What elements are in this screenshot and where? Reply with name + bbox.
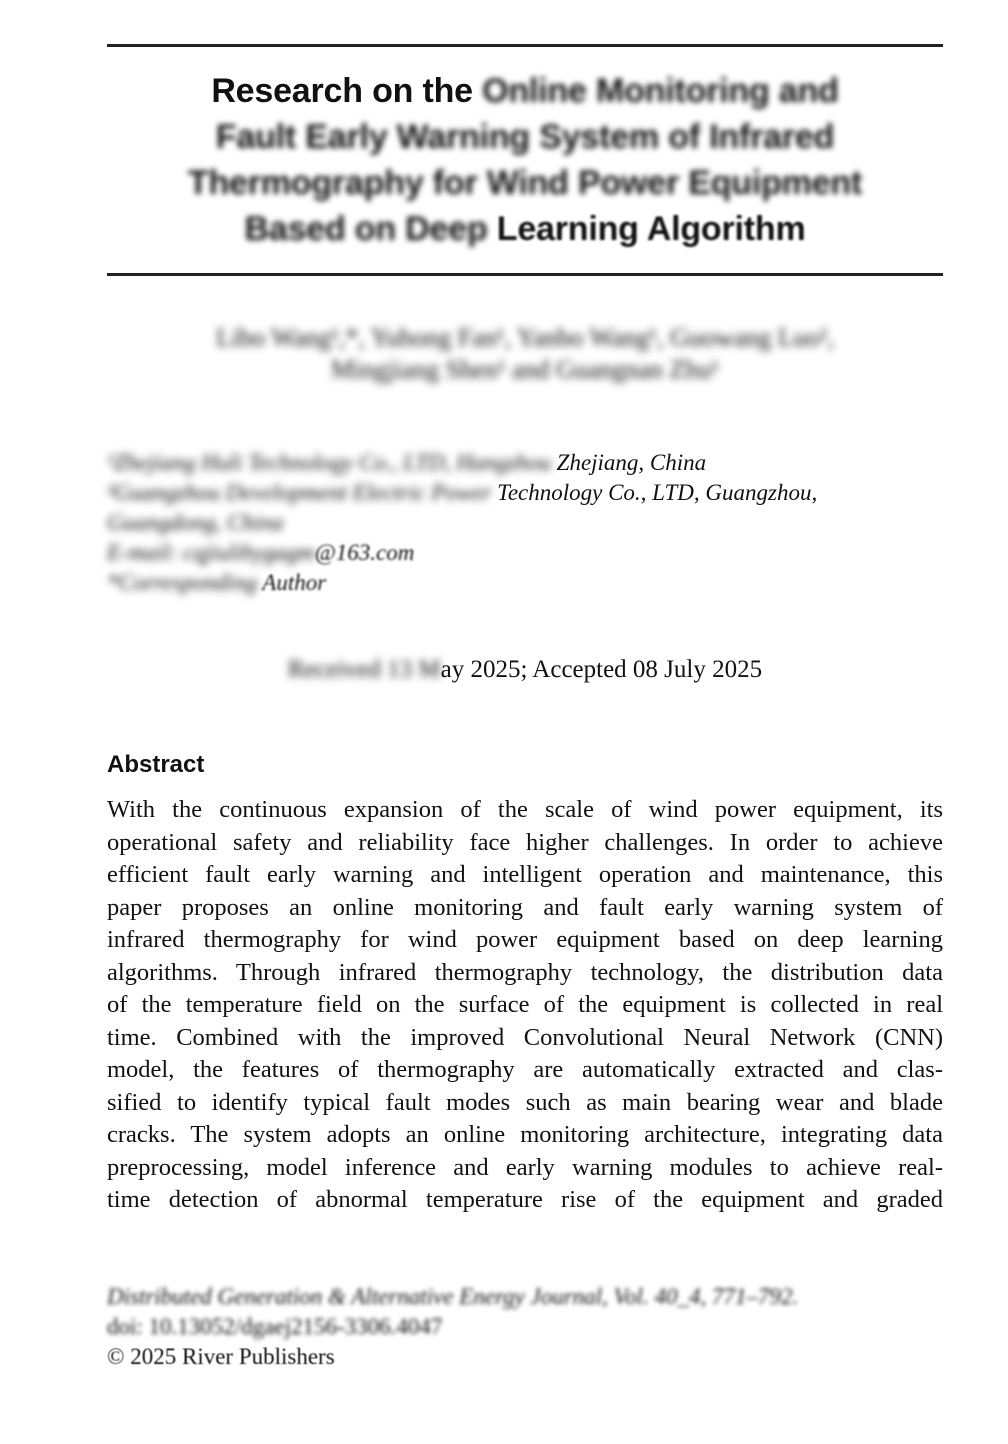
abstract-line: model, the features of thermography are automatically extracted and clas- — [107, 1056, 943, 1083]
title-line-4-clear: Learning Algorithm — [496, 210, 806, 248]
authors-line-1: Libo Wang¹,*, Yuhong Fan¹, Yanbo Wang¹, Guowang Luo², — [216, 323, 834, 352]
email-clear: @163.com — [314, 540, 415, 565]
corresponding-clear: Author — [256, 570, 327, 595]
abstract-line: With the continuous expansion of the scale of wind power equipment, its — [107, 796, 943, 823]
page-footer — [107, 1282, 943, 1372]
abstract-line: time. Combined with the improved Convolutional Neural Network (CNN) — [107, 1023, 943, 1051]
authors-line-2: Mingjiang Shen¹ and Guangnan Zhu¹ — [330, 355, 720, 384]
title-line-2: Fault Early Warning System of Infrared — [215, 118, 835, 156]
dates-clear: ay 2025; Accepted 08 July 2025 — [440, 656, 763, 683]
title-line-1-rest: Online Monitoring and — [482, 72, 839, 110]
abstract-line: algorithms. Through infrared thermography technology, the distribution data — [107, 958, 943, 986]
abstract-line: sified to identify typical fault modes such as main bearing wear and blade — [107, 1088, 943, 1116]
abstract-body — [107, 794, 943, 1217]
title-line-4 — [107, 206, 943, 252]
abstract-line: paper proposes an online monitoring and fault early warning system of — [107, 893, 943, 921]
email-blur: E-mail: cqjiulihygagm — [107, 540, 315, 565]
abstract-line: operational safety and reliability face higher challenges. In order to achieve — [107, 828, 943, 856]
authors — [107, 322, 943, 386]
title-line-1 — [107, 68, 943, 114]
journal-citation: Distributed Generation & Alternative Energy Journal, Vol. 40_4, 771–792. — [107, 1284, 799, 1309]
title-line-1-clear: Research on the — [211, 72, 483, 110]
title-line-4-blur: Based on Deep — [244, 210, 497, 248]
received-accepted-dates — [107, 655, 943, 685]
affiliations — [107, 448, 943, 598]
abstract-line: preprocessing, model inference and early warning modules to achieve real- — [107, 1153, 943, 1181]
affiliation-2 — [107, 478, 943, 508]
affiliation-1 — [107, 448, 943, 478]
doi: doi: 10.13052/dgaej2156-3306.4047 — [107, 1314, 443, 1339]
title-top-rule — [107, 44, 943, 47]
abstract-line: of the temperature field on the surface of the equipment is collected in real — [107, 991, 943, 1018]
copyright: © 2025 River Publishers — [107, 1344, 335, 1369]
affiliation-1-blur: ¹Zhejiang Huli Technology Co., LTD, Hangzhou — [107, 450, 551, 475]
abstract-line: infrared thermography for wind power equipment based on deep learning — [107, 926, 943, 953]
corresponding-author — [107, 568, 943, 598]
abstract-line: time detection of abnormal temperature rise of the equipment and graded — [107, 1186, 943, 1213]
paper-title — [107, 68, 943, 252]
title-line-3: Thermography for Wind Power Equipment — [187, 164, 863, 202]
affiliation-2-blur: ²Guangzhou Development Electric Power — [107, 480, 492, 505]
affiliation-2-clear: Technology Co., LTD, Guangzhou, — [491, 480, 818, 505]
abstract-line: efficient fault early warning and intelligent operation and maintenance, this — [107, 861, 943, 888]
abstract-line: cracks. The system adopts an online monitoring architecture, integrating data — [107, 1121, 943, 1148]
corresponding-blur: *Corresponding — [107, 570, 257, 595]
affiliation-3: Guangdong, China — [107, 510, 284, 535]
title-bottom-rule — [107, 273, 943, 276]
affiliation-1-clear: Zhejiang, China — [550, 450, 707, 475]
email — [107, 538, 943, 568]
dates-blur: Received 13 M — [287, 656, 441, 683]
abstract-heading: Abstract — [107, 751, 205, 778]
